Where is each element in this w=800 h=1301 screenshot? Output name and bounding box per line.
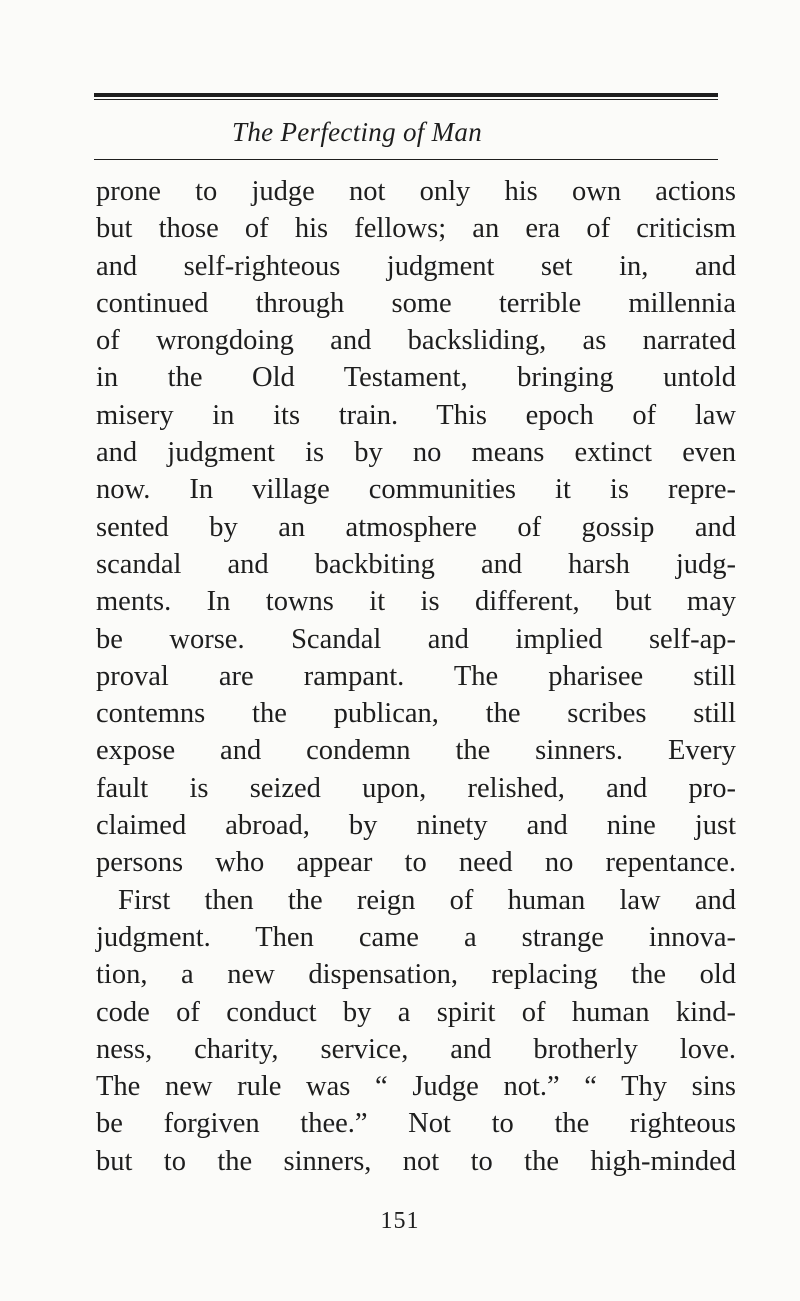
text-line: continued through some terrible millennia [96,287,736,319]
text-line: and judgment is by no means extinct even [96,437,736,469]
text-line: claimed abroad, by ninety and nine just [96,810,736,842]
text-line: but those of his fellows; an era of criticism [96,213,736,245]
text-line: ments. In towns it is different, but may [96,586,736,618]
text-line: contemns the publican, the scribes still [96,698,736,730]
text-line: prone to judge not only his own actions [96,176,736,207]
text-line: The new rule was “ Judge not.” “ Thy sins [96,1071,736,1103]
text-line: and self-righteous judgment set in, and [96,250,736,282]
running-head: The Perfecting of Man [232,117,482,147]
text-line: fault is seized upon, relished, and pro- [96,772,736,804]
text-line: of wrongdoing and backsliding, as narrated [96,325,736,357]
text-line: be forgiven thee.” Not to the righteous [96,1108,736,1140]
text-line: now. In village communities it is repre- [96,474,736,506]
header-rule-thick [94,93,718,97]
text-line: tion, a new dispensation, replacing the old [96,959,736,991]
text-line: sented by an atmosphere of gossip and [96,511,736,543]
text-line: code of conduct by a spirit of human kind- [96,996,736,1028]
text-line: misery in its train. This epoch of law [96,399,736,431]
header-rule-thin [94,99,718,100]
page-number: 151 [380,1208,420,1234]
text-line: be worse. Scandal and implied self-ap- [96,623,736,655]
text-line: persons who appear to need no repentance. [96,847,736,879]
text-line: ness, charity, service, and brotherly love. [96,1033,736,1065]
text-line: judgment. Then came a strange innova- [96,921,736,953]
text-line: proval are rampant. The pharisee still [96,660,736,692]
body-text [96,173,736,1180]
header-underline-rule [94,159,718,160]
paragraph-first-line: First then the reign of human law and [118,884,736,916]
text-line: expose and condemn the sinners. Every [96,735,736,767]
text-line: in the Old Testament, bringing untold [96,362,736,394]
text-line: scandal and backbiting and harsh judg- [96,548,736,580]
text-line: but to the sinners, not to the high-minded [96,1145,736,1177]
